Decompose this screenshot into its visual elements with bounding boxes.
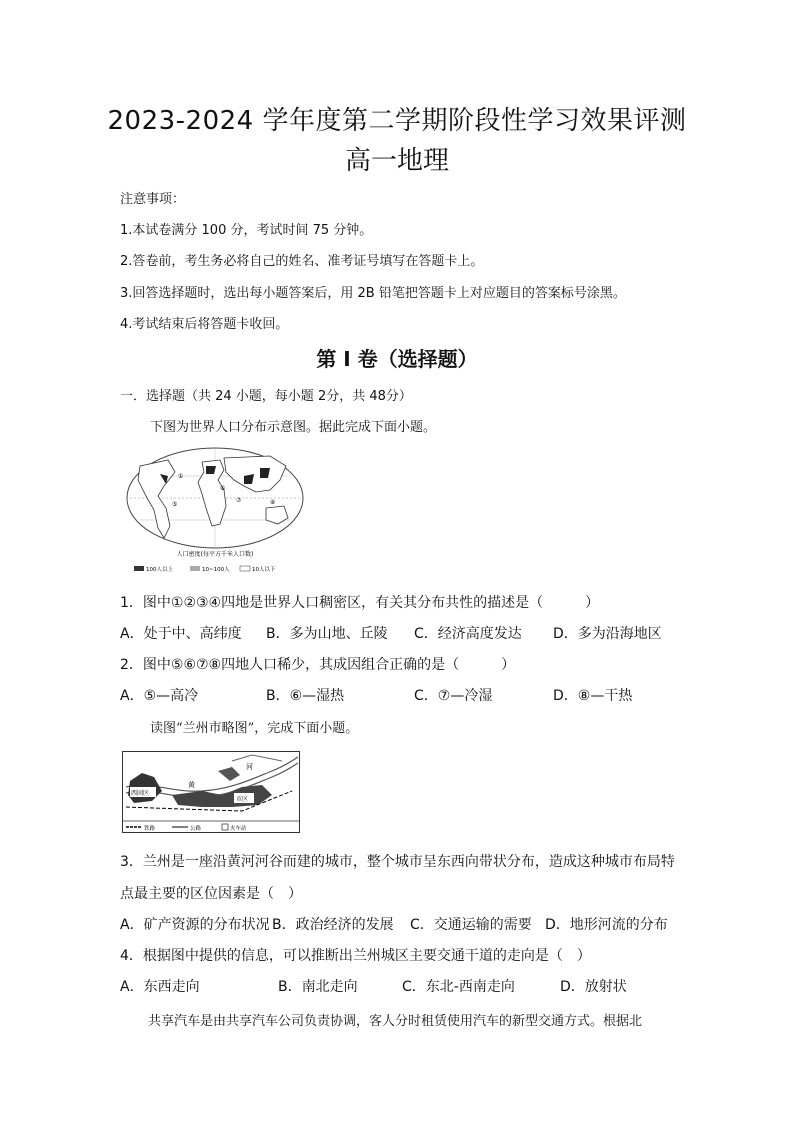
map1-legend-mid: 10~100人 bbox=[202, 567, 230, 573]
question-2-stem: 2．图中⑤⑥⑦⑧四地人口稀少，其成因组合正确的是（ ） bbox=[120, 657, 516, 673]
question-1-stem: 1．图中①②③④四地是世界人口稠密区，有关其分布共性的描述是（ ） bbox=[120, 595, 600, 611]
world-population-map bbox=[120, 446, 310, 578]
map2-label-huang: 黄 bbox=[188, 781, 195, 789]
world-map-svg bbox=[120, 446, 310, 578]
q1-option-a: A．处于中、高纬度 bbox=[120, 626, 242, 642]
q2-option-c: C．⑦—冷湿 bbox=[414, 688, 493, 704]
section-title: 第 I 卷（选择题） bbox=[316, 347, 478, 371]
intro-shared-car: 共享汽车是由共享汽车公司负责协调，客人分时租赁使用汽车的新型交通方式。根据北 bbox=[148, 1014, 643, 1029]
q4-option-b: B．南北走向 bbox=[278, 979, 358, 995]
exam-title: 2023-2024 学年度第二学期阶段性学习效果评测 bbox=[107, 106, 687, 136]
svg-text:⑦: ⑦ bbox=[236, 497, 242, 504]
q4-option-c: C．东北-西南走向 bbox=[402, 979, 515, 995]
q2-option-a: A．⑤—高冷 bbox=[120, 688, 199, 704]
q4-option-a: A．东西走向 bbox=[120, 979, 200, 995]
map2-legend-station: 火车站 bbox=[230, 826, 247, 832]
note-item-2: 2.答卷前，考生务必将自己的姓名、准考证号填写在答题卡上。 bbox=[120, 254, 484, 269]
map2-legend-rail: 铁路 bbox=[144, 826, 156, 832]
q1-option-b: B．多为山地、丘陵 bbox=[266, 626, 388, 642]
q3-option-b: B．政治经济的发展 bbox=[272, 917, 394, 933]
map2-label-xigu: 西固区 bbox=[131, 790, 150, 797]
map2-label-he: 河 bbox=[246, 763, 253, 771]
part-heading: 一．选择题（共 24 小题，每小题 2分，共 48分） bbox=[120, 389, 412, 404]
map1-legend-title: 人口密度(每平方千米人口数) bbox=[176, 551, 254, 558]
map1-legend-high: 100人以上 bbox=[146, 567, 173, 573]
q2-option-d: D．⑧—干热 bbox=[553, 688, 633, 704]
svg-text:⑤: ⑤ bbox=[172, 501, 178, 508]
q2-option-b: B．⑥—湿热 bbox=[266, 688, 345, 704]
svg-text:①: ① bbox=[178, 473, 184, 480]
map2-label-city: 市区 bbox=[236, 796, 249, 803]
map2-legend-road: 公路 bbox=[190, 826, 202, 832]
q1-option-c: C．经济高度发达 bbox=[414, 626, 522, 642]
notes-heading: 注意事项： bbox=[120, 192, 186, 207]
intro-lanzhou: 读图“兰州市略图”，完成下面小题。 bbox=[150, 721, 359, 736]
q3-option-d: D．地形河流的分布 bbox=[545, 917, 668, 933]
note-item-3: 3.回答选择题时，选出每小题答案后，用 2B 铅笔把答题卡上对应题目的答案标号涂黑。 bbox=[120, 286, 626, 301]
question-3-stem-line2: 点最主要的区位因素是（ ） bbox=[120, 886, 302, 902]
note-item-1: 1.本试卷满分 100 分，考试时间 75 分钟。 bbox=[120, 223, 373, 238]
lanzhou-map bbox=[122, 751, 300, 833]
exam-subject: 高一地理 bbox=[344, 146, 449, 176]
svg-text:⑥: ⑥ bbox=[220, 485, 226, 492]
q1-option-d: D．多为沿海地区 bbox=[553, 626, 662, 642]
question-4-stem: 4．根据图中提供的信息，可以推断出兰州城区主要交通干道的走向是（ ） bbox=[120, 948, 591, 964]
q4-option-d: D．放射状 bbox=[560, 979, 627, 995]
q3-option-c: C．交通运输的需要 bbox=[410, 917, 532, 933]
lanzhou-map-svg bbox=[122, 751, 300, 833]
svg-text:⑧: ⑧ bbox=[270, 499, 276, 506]
q3-option-a: A．矿产资源的分布状况 bbox=[120, 917, 270, 933]
map1-legend-low: 10人以下 bbox=[252, 567, 276, 573]
intro-world-population: 下图为世界人口分布示意图。据此完成下面小题。 bbox=[150, 420, 437, 435]
question-3-stem-line1: 3．兰州是一座沿黄河河谷而建的城市，整个城市呈东西向带状分布，造成这种城市布局特 bbox=[120, 854, 675, 870]
note-item-4: 4.考试结束后将答题卡收回。 bbox=[120, 317, 289, 332]
